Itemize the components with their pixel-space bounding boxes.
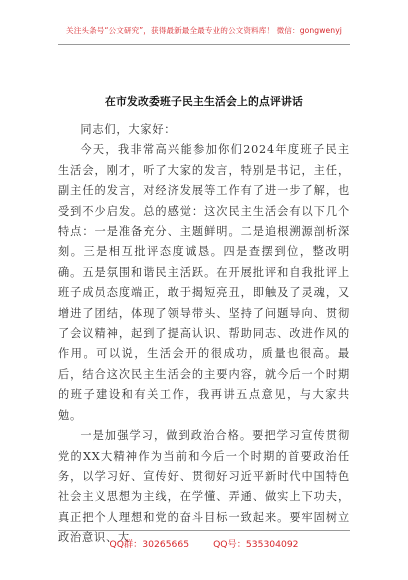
footer-qq-number: QQ号：535304092 [213, 539, 299, 550]
paragraph-2: 一是加强学习，做到政治合格。要把学习宣传贯彻党的XX大精神作为当前和今后一个时期的首要政治任务，以学习好、宣传好、贯彻好习近平新时代中国特色社会主义思想为主线，在学懂、弄通、做实上下功夫，真正把个人理想和党的奋斗目标一致起来。要牢固树立政治意识、大 [58, 429, 350, 545]
footer-contact [0, 536, 408, 550]
footer-qq-group: QQ群：30265665 [109, 539, 190, 550]
header-divider [58, 44, 350, 45]
footer-divider [58, 530, 350, 531]
header-promo-text: 关注头条号“公文研究”，获得最新最全最专业的公文资料库！ 微信：gongwenyj [66, 26, 342, 35]
paragraph-1: 今天，我非常高兴能参加你们2024年度班子民主生活会，刚才，听了大家的发言，特别是书记，主任，副主任的发言，对经济发展等工作有了进一步了解，也受到不少启发。总的感觉：这次民主生活会有以下几个特点：一是准备充分、主题鲜明。二是追根溯源剖析深刻。三是相互批评态度诚恳。四是查摆到位，整改明确。五是氛围和谐民主活跃。在开展批评和自我批评上班子成员态度端正，敢于揭短亮丑，即触及了灵魂，又增进了团结，体现了领导带头、坚持了问题导向、贯彻了会议精神，起到了提高认识、帮助同志、改进作风的作用。可以说，生活会开的很成功，质量也很高。最后，结合这次民主生活会的主要内容，就今后一个时期的班子建设和有关工作，我再讲五点意见，与大家共勉。 [58, 143, 350, 422]
document-body [58, 120, 350, 549]
document-title: 在市发改委班子民主生活会上的点评讲话 [105, 95, 303, 108]
greeting: 同志们，大家好： [80, 123, 177, 136]
